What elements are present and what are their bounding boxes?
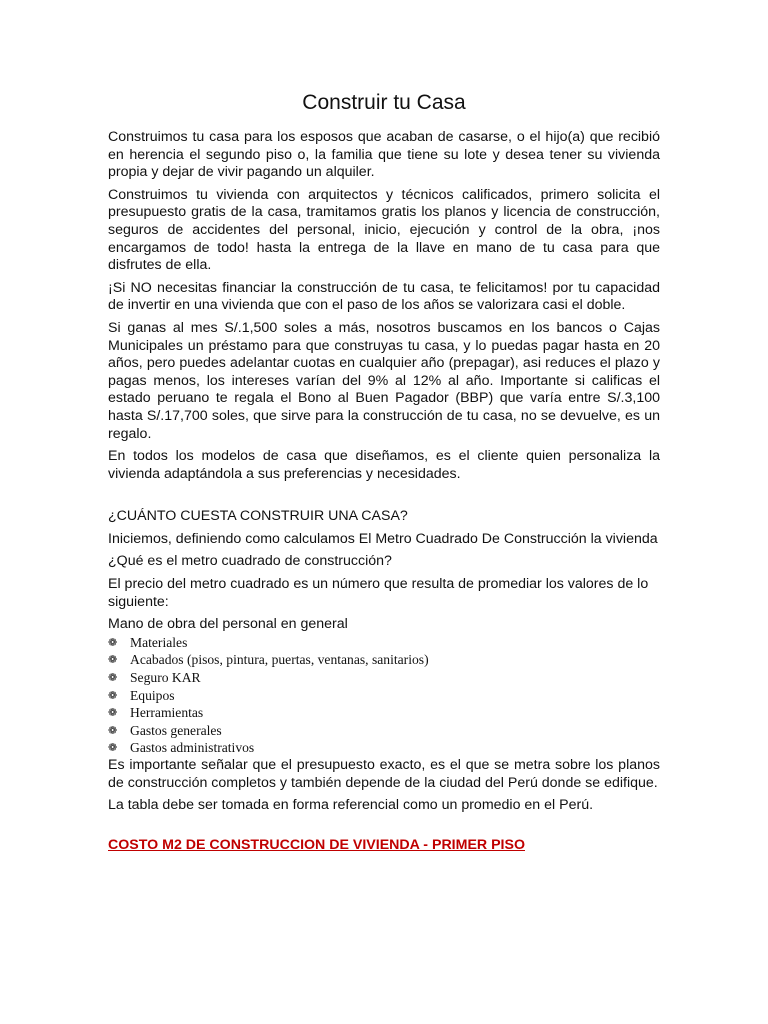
spacer — [108, 488, 660, 508]
list-intro: Mano de obra del personal en general — [108, 616, 348, 633]
list-item: ❁ Gastos administrativos — [108, 740, 255, 756]
paragraph-question: ¿Qué es el metro cuadrado de construcción? — [108, 553, 392, 570]
cost-items-list — [108, 634, 660, 757]
paragraph-no-financing: ¡Si NO necesitas financiar la construcción de tu casa, te felicitamos! por tu capacidad de invertir en una vivienda que con el paso de los años se valorizara casi el doble. — [108, 279, 660, 314]
list-item: ❁ Acabados (pisos, pintura, puertas, ventanas, sanitarios) — [108, 652, 429, 668]
document-title: Construir tu Casa — [302, 91, 466, 114]
paragraph-exact-budget: Es importante señalar que el presupuesto exacto, es el que se metra sobre los planos de construcción completos y también depende de la ciudad del Perú donde se edifique. — [108, 757, 660, 791]
paragraph-customization: En todos los modelos de casa que diseñamos, es el cliente quien personaliza la vivienda adaptándola a sus preferencias y necesidades. — [108, 448, 660, 482]
flower-bullet-icon: ❁ — [108, 671, 118, 685]
paragraph-services: Construimos tu vivienda con arquitectos y técnicos calificados, primero solicita el presupuesto gratis de la casa, tramitamos gratis los planos y licencia de construcción, seguros de accidentes del personal, inicio, ejecución y control de la obra, ¡nos encargamos de todo! hasta la entrega de la llave en mano de tu casa para que disfrutes de ella. — [108, 186, 660, 274]
flower-bullet-icon: ❁ — [108, 741, 118, 755]
list-item: ❁ Seguro KAR — [108, 670, 201, 686]
paragraph-price-explanation: El precio del metro cuadrado es un número que resulta de promediar los valores de lo siguiente: — [108, 576, 649, 610]
flower-bullet-icon: ❁ — [108, 635, 118, 649]
cost-table-heading: COSTO M2 DE CONSTRUCCION DE VIVIENDA - PRIMER PISO — [108, 836, 525, 853]
flower-bullet-icon: ❁ — [108, 653, 118, 667]
paragraph-financing: Si ganas al mes S/.1,500 soles a más, nosotros buscamos en los bancos o Cajas Municipales un préstamo para que construyas tu casa, y lo puedas pagar hasta en 20 años, pero puedes adelantar cuotas en cualquier año (prepagar), asi reduces el plazo y pagas menos, los intereses varían del 9% al 12% al año. Importante si calificas el estado peruano te regala el Bono al Buen Pagador (BBP) que varía entre S/.3,100 hasta S/.17,700 soles, que sirve para la construcción de tu casa, no se devuelve, es un regalo. — [108, 319, 660, 442]
flower-bullet-icon: ❁ — [108, 688, 118, 702]
list-item: ❁ Materiales — [108, 634, 188, 650]
paragraph-table-note: La tabla debe ser tomada en forma referencial como un promedio en el Perú. — [108, 797, 594, 814]
paragraph-definition: Iniciemos, definiendo como calculamos El Metro Cuadrado De Construcción la vivienda — [108, 530, 658, 547]
paragraph-intro: Construimos tu casa para los esposos que acaban de casarse, o el hijo(a) que recibió en herencia el segundo piso o, la familia que tiene su lote y desea tener su vivienda propia y dejar de vivir pagando un alquiler. — [108, 129, 660, 181]
list-item: ❁ Equipos — [108, 687, 175, 703]
section-heading: ¿CUÁNTO CUESTA CONSTRUIR UNA CASA? — [108, 508, 408, 525]
document-page — [108, 88, 660, 853]
list-item: ❁ Gastos generales — [108, 722, 222, 738]
list-item: ❁ Herramientas — [108, 705, 204, 721]
flower-bullet-icon: ❁ — [108, 723, 118, 737]
flower-bullet-icon: ❁ — [108, 706, 118, 720]
